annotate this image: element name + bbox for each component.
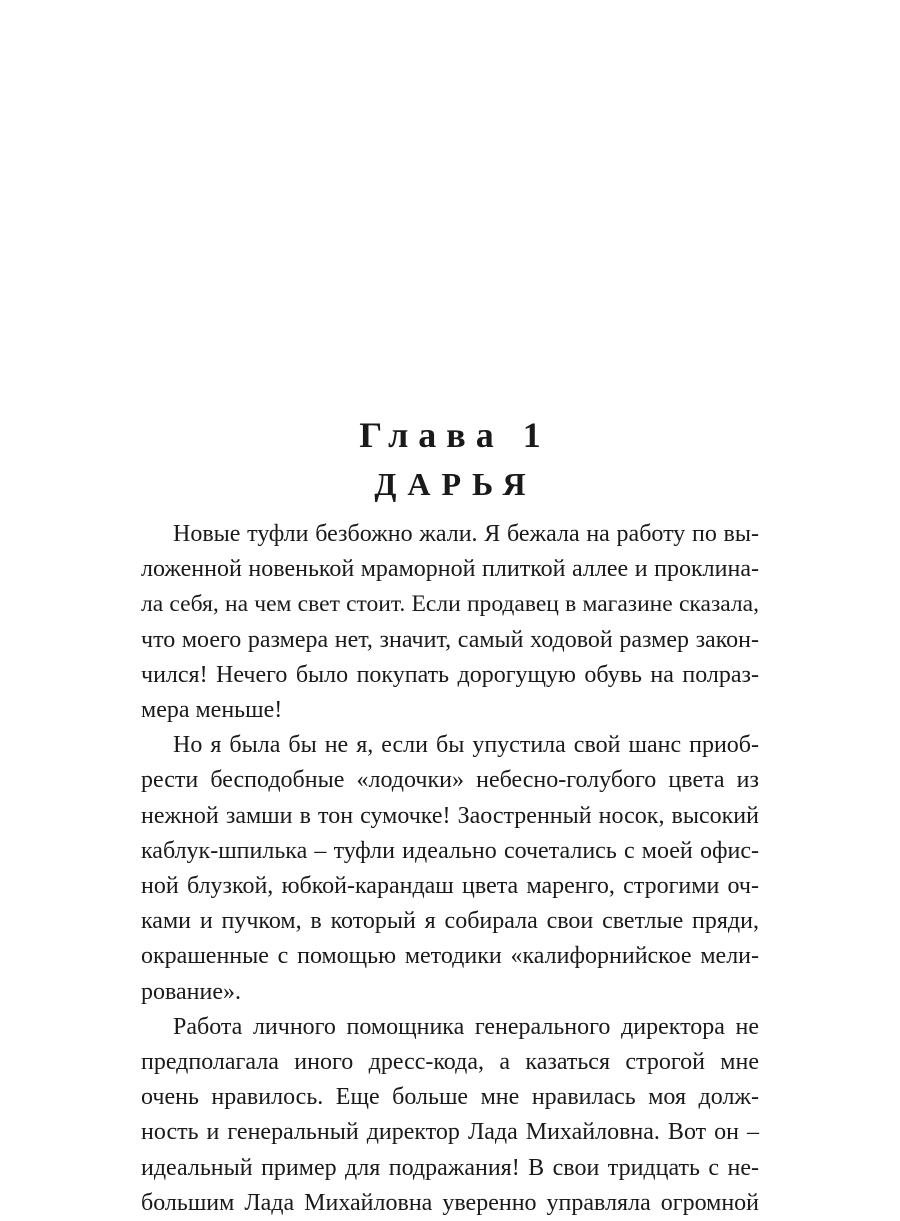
text-line: чился! Нечего было покупать дорогущую обувь на полраз- — [141, 661, 759, 688]
text-line: ложенной новенькой мраморной плиткой аллее и проклина- — [141, 556, 759, 583]
text-line: очень нравилось. Еще больше мне нравилась моя долж- — [141, 1084, 759, 1111]
chapter-number: Глава 1 — [359, 415, 551, 455]
text-line: окрашенные с помощью методики «калифорнийское мели- — [141, 943, 759, 970]
text-line: ность и генеральный директор Лада Михайловна. Вот он – — [141, 1119, 759, 1146]
text-line: идеальный пример для подражания! В свои тридцать с не- — [141, 1154, 759, 1181]
body-text — [141, 517, 759, 1221]
text-line: что моего размера нет, значит, самый ходовой размер закон- — [141, 626, 759, 653]
text-line: Но я была бы не я, если бы упустила свой шанс приоб- — [173, 732, 759, 759]
text-line: ной блузкой, юбкой-карандаш цвета маренго, строгими оч- — [141, 873, 759, 900]
paragraph-2 — [141, 728, 759, 1010]
chapter-heading — [0, 414, 900, 504]
paragraph-3 — [141, 1010, 759, 1221]
text-line: Работа личного помощника генерального директора не — [173, 1013, 759, 1040]
chapter-title: ДАРЬЯ — [374, 466, 537, 502]
text-line: нежной замши в тон сумочке! Заостренный носок, высокий — [141, 802, 759, 829]
text-line: мера меньше! — [141, 697, 283, 724]
text-line: Новые туфли безбожно жали. Я бежала на работу по вы- — [173, 521, 759, 547]
text-line: рование». — [141, 978, 242, 1005]
text-line: рести бесподобные «лодочки» небесно-голубого цвета из — [141, 767, 759, 794]
text-line: ла себя, на чем свет стоит. Если продавец в магазине сказала, — [141, 591, 759, 618]
text-line: каблук-шпилька – туфли идеально сочетались с моей офис- — [141, 837, 759, 864]
text-line: большим Лада Михайловна уверенно управляла огромной — [141, 1189, 759, 1216]
text-line: ками и пучком, в который я собирала свои светлые пряди, — [141, 908, 759, 935]
text-line: предполагала иного дресс-кода, а казаться строгой мне — [141, 1049, 759, 1076]
paragraph-1 — [141, 517, 759, 728]
